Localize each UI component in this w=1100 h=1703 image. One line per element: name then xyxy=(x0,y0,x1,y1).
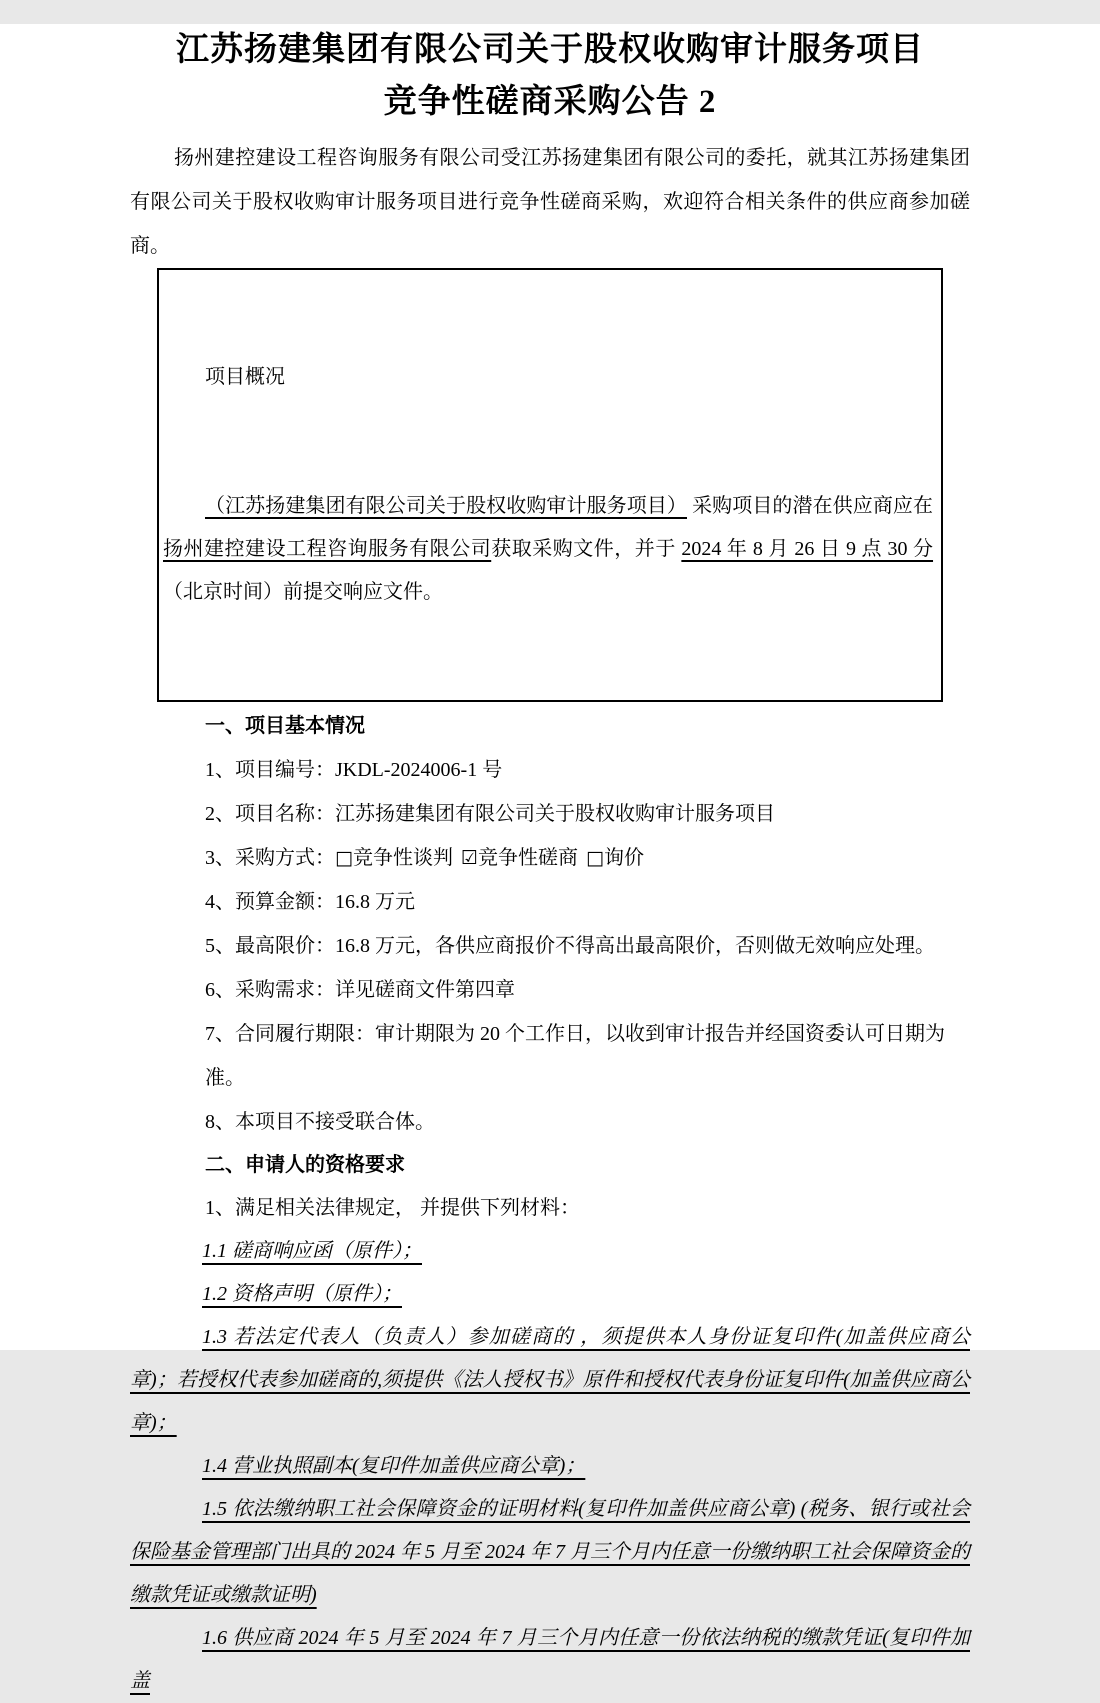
overview-text-segment: 获取采购文件，并于 xyxy=(491,538,682,560)
option-label: 竞争性谈判 xyxy=(352,847,453,869)
method-option-inquiry xyxy=(586,847,644,869)
overview-text-segment: 采购项目的潜在供应商应在 xyxy=(687,495,933,517)
option-label: 询价 xyxy=(603,847,644,869)
overview-agency-name: 扬州建控建设工程咨询服务有限公司 xyxy=(163,538,492,560)
overview-text-segment: （北京时间）前提交响应文件。 xyxy=(163,581,443,603)
list-item-procurement-method xyxy=(130,836,970,880)
list-item-project-number: 1、项目编号：JKDL-2024006-1 号 xyxy=(205,759,503,781)
checkbox-checked-icon: ☑ xyxy=(460,847,478,869)
material-response-letter: 1.1 磋商响应函（原件）； xyxy=(202,1240,422,1262)
overview-paragraph xyxy=(163,485,933,614)
section-heading-basic-info: 一、项目基本情况 xyxy=(205,715,365,737)
checkbox-unchecked-icon: □ xyxy=(335,847,353,869)
intro-paragraph: 扬州建控建设工程咨询服务有限公司受江苏扬建集团有限公司的委托，就其江苏扬建集团有限公司关于股权收购审计服务项目进行竞争性磋商采购，欢迎符合相关条件的供应商参加磋商。 xyxy=(130,147,970,257)
list-item-contract-period: 7、合同履行期限：审计期限为 20 个工作日，以收到审计报告并经国资委认可日期为准。 xyxy=(205,1023,945,1089)
material-social-security-proof: 1.5 依法缴纳职工社会保障资金的证明材料(复印件加盖供应商公章) (税务、银行或社会保险基金管理部门出具的 2024 年 5 月至 2024 年 7 月三个月内任意一份缴纳职工社会保障资金的缴款凭证或缴款证明) xyxy=(130,1498,970,1606)
procurement-method-label: 3、采购方式： xyxy=(205,847,335,869)
overview-project-name: （江苏扬建集团有限公司关于股权收购审计服务项目） xyxy=(205,495,687,517)
checkbox-unchecked-icon: □ xyxy=(586,847,604,869)
list-item-budget: 4、预算金额：16.8 万元 xyxy=(205,891,415,913)
list-item-project-name: 2、项目名称：江苏扬建集团有限公司关于股权收购审计服务项目 xyxy=(205,803,775,825)
page-title-line-1: 江苏扬建集团有限公司关于股权收购审计服务项目 xyxy=(176,32,924,68)
material-business-license: 1.4 营业执照副本(复印件加盖供应商公章)； xyxy=(202,1455,586,1477)
material-tax-payment-proof: 1.6 供应商 2024 年 5 月至 2024 年 7 月三个月内任意一份依法纳税的缴款凭证(复印件加盖 xyxy=(130,1627,970,1692)
page-title-line-2: 竞争性磋商采购公告 2 xyxy=(383,84,717,120)
list-item-price-ceiling: 5、最高限价：16.8 万元，各供应商报价不得高出最高限价，否则做无效响应处理。 xyxy=(205,935,935,957)
overview-deadline: 2024 年 8 月 26 日 9 点 30 分 xyxy=(681,538,934,560)
method-option-consultation xyxy=(461,847,578,869)
qualification-intro: 1、满足相关法律规定， 并提供下列材料： xyxy=(205,1197,580,1219)
overview-heading: 项目概况 xyxy=(205,366,285,388)
list-item-no-consortium: 8、本项目不接受联合体。 xyxy=(205,1111,435,1133)
material-representative-id: 1.3 若法定代表人（负责人）参加磋商的 ，须提供本人身份证复印件(加盖供应商公章)；若授权代表参加磋商的,须提供《法人授权书》原件和授权代表身份证复印件(加盖供应商公章)； xyxy=(130,1326,970,1434)
option-label: 竞争性磋商 xyxy=(478,847,578,869)
method-option-negotiation xyxy=(335,847,453,869)
section-heading-qualification: 二、申请人的资格要求 xyxy=(205,1154,405,1176)
document-page xyxy=(0,24,1100,1692)
list-item-requirements: 6、采购需求：详见磋商文件第四章 xyxy=(205,979,515,1001)
project-overview-box xyxy=(157,268,943,702)
material-qualification-statement: 1.2 资格声明（原件）； xyxy=(202,1283,402,1305)
